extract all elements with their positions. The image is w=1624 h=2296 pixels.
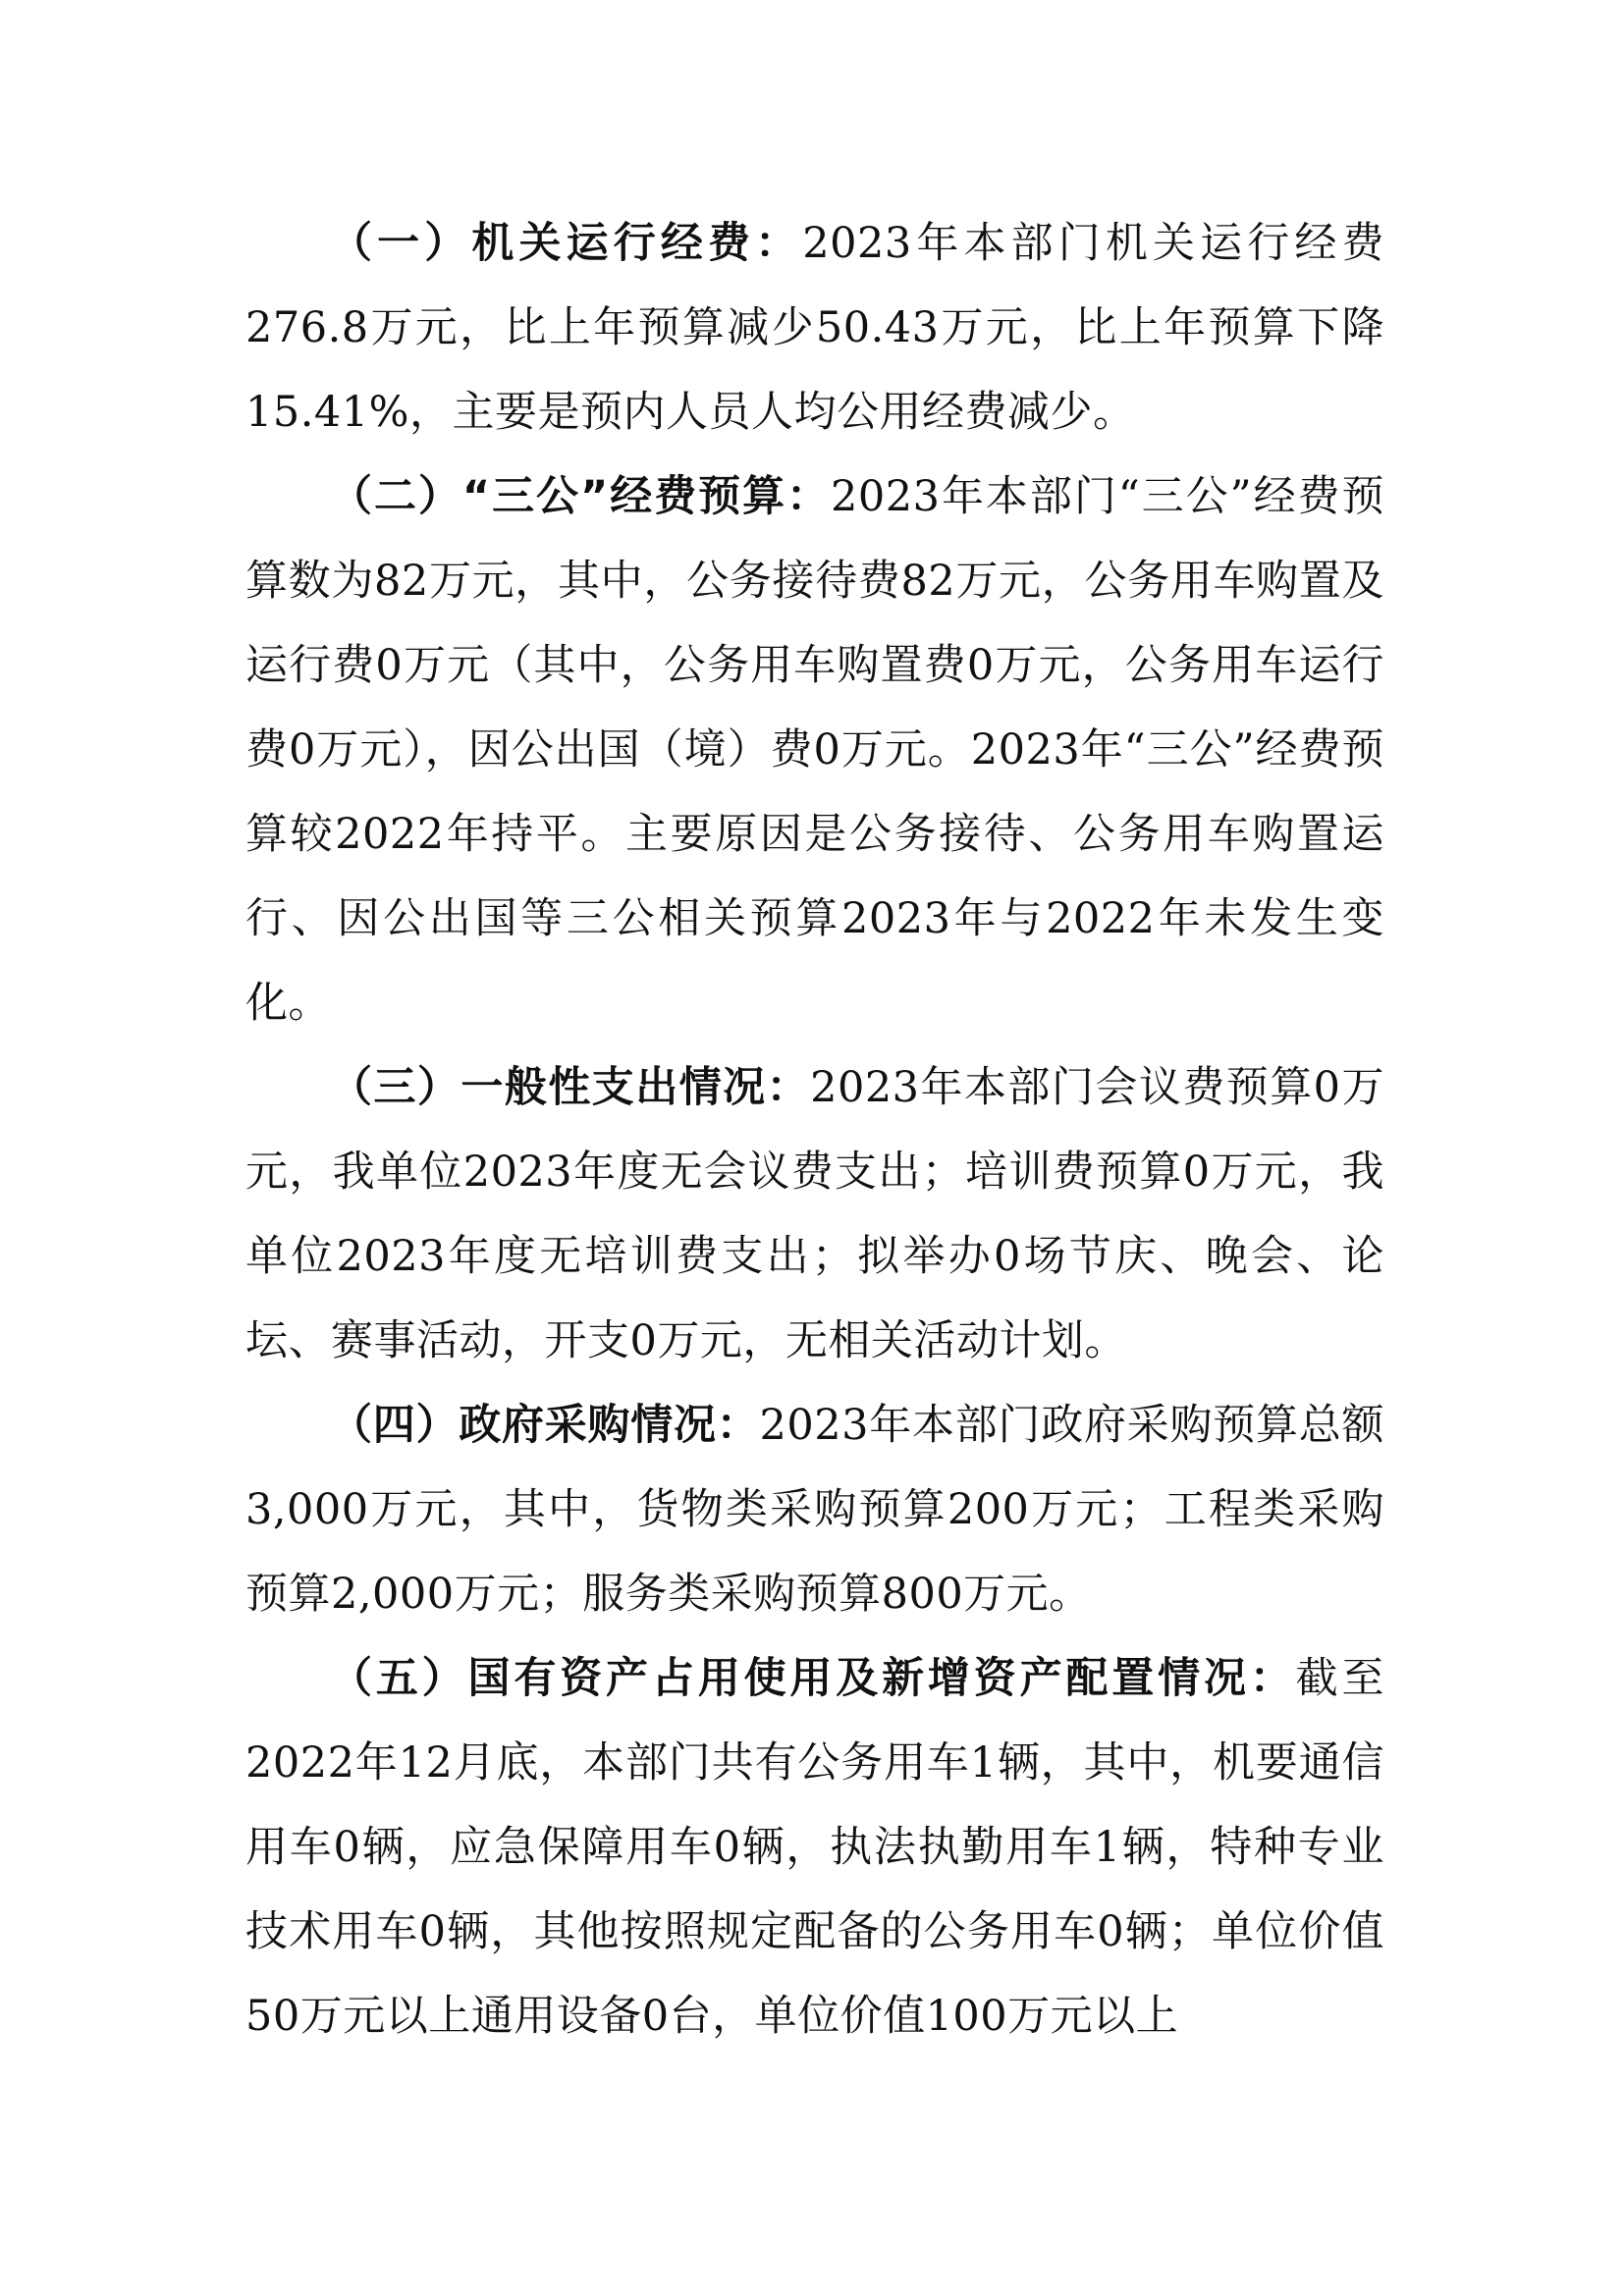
paragraph-heading: （一）机关运行经费： [330, 219, 803, 268]
paragraph-text: 2023年本部门政府采购预算总额3,000万元，其中，货物类采购预算200万元；工程类采购预算2,000万元；服务类采购预算800万元。 [245, 1401, 1384, 1619]
paragraph-general-expenditure [245, 1045, 1384, 1383]
paragraph-text: 截至2022年12月底，本部门共有公务用车1辆，其中，机要通信用车0辆，应急保障用车0辆，执法执勤用车1辆，特种专业技术用车0辆，其他按照规定配备的公务用车0辆；单位价值50万元以上通用设备0台，单位价值100万元以上 [245, 1654, 1385, 2041]
paragraph-heading: （三）一般性支出情况： [330, 1063, 811, 1112]
paragraph-government-procurement [245, 1383, 1384, 1636]
document-body [245, 201, 1384, 2058]
paragraph-operating-expenses [245, 201, 1384, 454]
paragraph-state-assets [245, 1636, 1384, 2058]
paragraph-text: 2023年本部门“三公”经费预算数为82万元，其中，公务接待费82万元，公务用车购置及运行费0万元（其中，公务用车购置费0万元，公务用车运行费0万元），因公出国（境）费0万元。2023年“三公”经费预算较2022年持平。主要原因是公务接待、公务用车购置运行、因公出国等三公相关预算2023年与2022年未发生变化。 [245, 472, 1384, 1028]
paragraph-heading: （五）国有资产占用使用及新增资产配置情况： [330, 1654, 1296, 1703]
paragraph-heading: （四）政府采购情况： [330, 1401, 760, 1450]
paragraph-three-public-expenses [245, 454, 1384, 1045]
paragraph-text: 2023年本部门机关运行经费276.8万元，比上年预算减少50.43万元，比上年预算下降15.41%，主要是预内人员人均公用经费减少。 [245, 219, 1384, 437]
paragraph-heading: （二）“三公”经费预算： [330, 472, 832, 521]
paragraph-text: 2023年本部门会议费预算0万元，我单位2023年度无会议费支出；培训费预算0万元，我单位2023年度无培训费支出；拟举办0场节庆、晚会、论坛、赛事活动，开支0万元，无相关活动计划。 [245, 1063, 1385, 1365]
